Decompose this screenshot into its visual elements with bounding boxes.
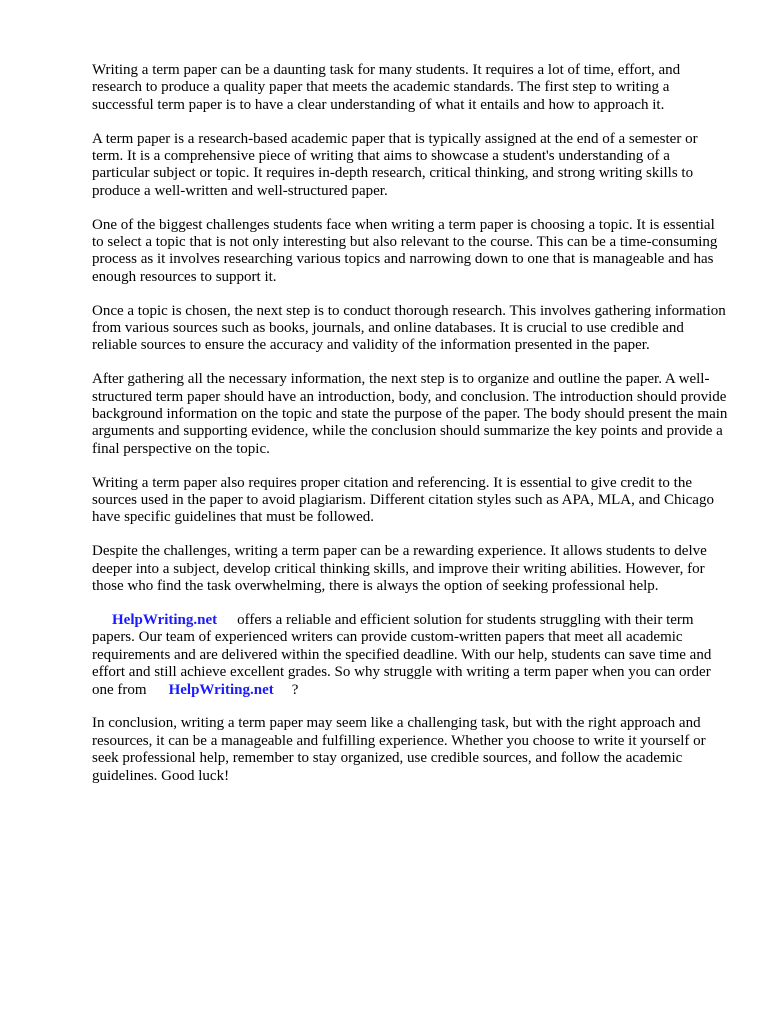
paragraph-conclusion: In conclusion, writing a term paper may seem like a challenging task, but with the right approach and resources, it can be a manageable and fulfilling experience. Whether you choose to write it yourself or seek professional help, remember to stay organized, use credible sources, and follow the academic guidelines. Good luck! [92,715,706,784]
paragraph-topic: One of the biggest challenges students face when writing a term paper is choosing a topic. It is essential to select a topic that is not only interesting but also relevant to the course. This can be a time-consuming process as it involves researching various topics and narrowing down to one that is manageable and has enough resources to support it. [92,216,718,285]
paragraph-promo [92,612,728,699]
helpwriting-link[interactable]: HelpWriting.net [112,611,218,628]
paragraph-intro: Writing a term paper can be a daunting task for many students. It requires a lot of time, effort, and research to produce a quality paper that meets the academic standards. The first step to writing a successful term paper is to have a clear understanding of what it entails and how to approach it. [92,62,681,113]
helpwriting-link-2[interactable]: HelpWriting.net [168,681,274,698]
promo-text: offers a reliable and efficient solution for students struggling with their term papers. Our team of experienced writers can provide custom-written papers that meet all academic requirements and are delivered within the specified deadline. With our help, students can save time and effort and still achieve excellent grades. So why struggle with writing a term paper when you can order one from [92,611,712,698]
promo-question-mark: ? [291,681,299,698]
paragraph-outline: After gathering all the necessary information, the next step is to organize and outline the paper. A well-structured term paper should have an introduction, body, and conclusion. The introduction should provide background information on the topic and state the purpose of the paper. The body should present the main arguments and supporting evidence, while the conclusion should summarize the key points and provide a final perspective on the topic. [92,371,728,457]
paragraph-citation: Writing a term paper also requires proper citation and referencing. It is essential to give credit to the sources used in the paper to avoid plagiarism. Different citation styles such as APA, MLA, and Chicago have specific guidelines that must be followed. [92,474,714,526]
paragraph-challenges: Despite the challenges, writing a term paper can be a rewarding experience. It allows students to delve deeper into a subject, develop critical thinking skills, and improve their writing abilities. However, for those who find the task overwhelming, there is always the option of seeking professional help. [92,543,707,595]
paragraph-definition: A term paper is a research-based academic paper that is typically assigned at the end of a semester or term. It is a comprehensive piece of writing that aims to showcase a student's understanding of a particular subject or topic. It requires in-depth research, critical thinking, and strong writing skills to produce a well-written and well-structured paper. [92,130,698,199]
paragraph-research: Once a topic is chosen, the next step is to conduct thorough research. This involves gathering information from various sources such as books, journals, and online databases. It is crucial to use credible and reliable sources to ensure the accuracy and validity of the information presented in the paper. [92,302,726,354]
